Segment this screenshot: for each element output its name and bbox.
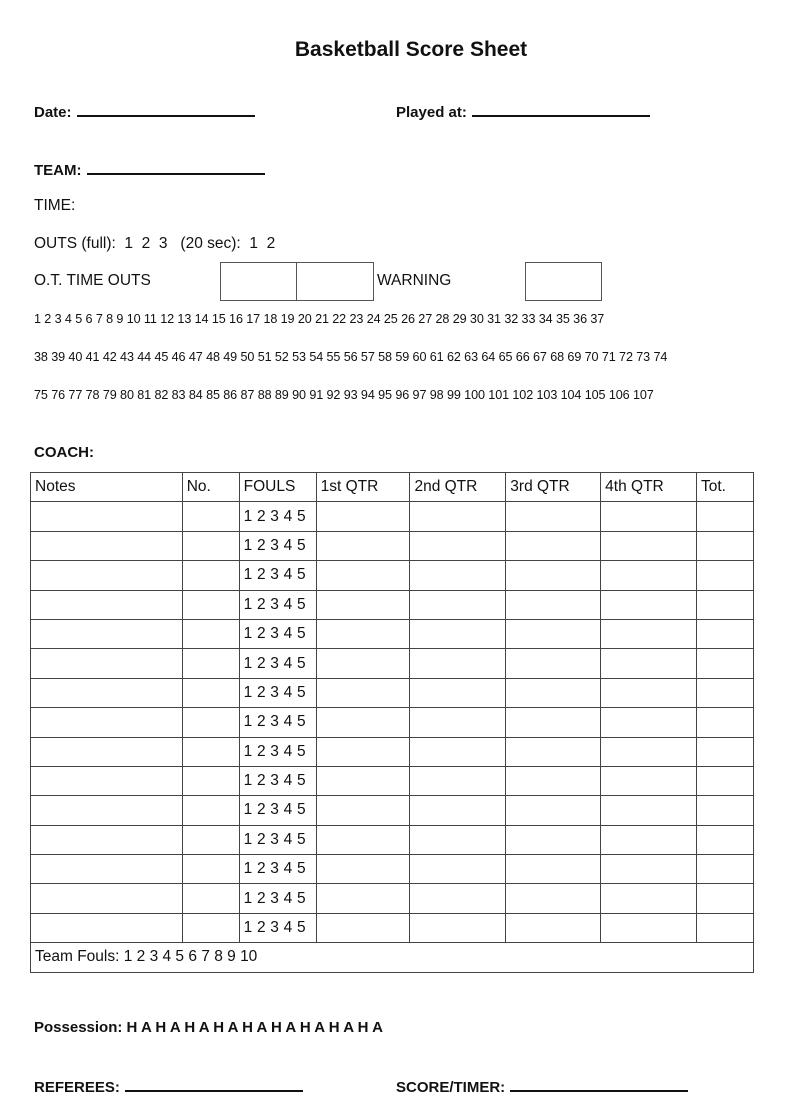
qtr3-cell[interactable]: [506, 561, 601, 590]
qtr2-cell[interactable]: [410, 678, 506, 707]
header-number: No.: [182, 473, 239, 502]
notes-cell[interactable]: [31, 649, 183, 678]
qtr2-cell[interactable]: [410, 531, 506, 560]
qtr4-cell[interactable]: [601, 590, 697, 619]
qtr4-cell[interactable]: [601, 766, 697, 795]
qtr1-cell[interactable]: [316, 796, 410, 825]
qtr4-cell[interactable]: [601, 884, 697, 913]
qtr2-cell[interactable]: [410, 619, 506, 648]
qtr1-cell[interactable]: [316, 855, 410, 884]
score-timer-label: SCORE/TIMER:: [396, 1079, 506, 1096]
total-cell[interactable]: [697, 708, 754, 737]
total-cell[interactable]: [697, 825, 754, 854]
qtr3-cell[interactable]: [506, 708, 601, 737]
header-3rd-qtr: 3rd QTR: [506, 473, 601, 502]
qtr1-cell[interactable]: [316, 884, 410, 913]
points-row-3: 75 76 77 78 79 80 81 82 83 84 85 86 87 88 89 90 91 92 93 94 95 96 97 98 99 100 101 102 103 104 105 106 107: [34, 388, 654, 402]
header-4th-qtr: 4th QTR: [601, 473, 697, 502]
table-row: [31, 590, 754, 619]
qtr3-cell[interactable]: [506, 825, 601, 854]
date-field[interactable]: [34, 101, 255, 121]
fouls-cell[interactable]: 1 2 3 4 5: [239, 502, 316, 531]
total-cell[interactable]: [697, 678, 754, 707]
referees-field[interactable]: [34, 1076, 303, 1096]
notes-cell[interactable]: [31, 590, 183, 619]
total-cell[interactable]: [697, 913, 754, 942]
notes-cell[interactable]: [31, 855, 183, 884]
qtr1-cell[interactable]: [316, 825, 410, 854]
qtr1-cell[interactable]: [316, 708, 410, 737]
timeouts-line: OUTS (full): 1 2 3 (20 sec): 1 2: [34, 235, 276, 252]
ot-timeout-box-2[interactable]: [296, 262, 374, 301]
team-fouls-row: [31, 943, 754, 972]
played-at-label: Played at:: [396, 104, 467, 121]
qtr2-cell[interactable]: [410, 825, 506, 854]
notes-cell[interactable]: [31, 796, 183, 825]
notes-cell[interactable]: [31, 531, 183, 560]
number-cell[interactable]: [182, 561, 239, 590]
qtr1-cell[interactable]: [316, 531, 410, 560]
qtr2-cell[interactable]: [410, 590, 506, 619]
qtr4-cell[interactable]: [601, 531, 697, 560]
page-title: Basketball Score Sheet: [294, 38, 528, 61]
table-row: [31, 766, 754, 795]
qtr3-cell[interactable]: [506, 913, 601, 942]
total-cell[interactable]: [697, 766, 754, 795]
header-2nd-qtr: 2nd QTR: [410, 473, 506, 502]
number-cell[interactable]: [182, 884, 239, 913]
number-cell[interactable]: [182, 708, 239, 737]
qtr4-cell[interactable]: [601, 502, 697, 531]
number-cell[interactable]: [182, 737, 239, 766]
qtr2-cell[interactable]: [410, 502, 506, 531]
qtr1-cell[interactable]: [316, 737, 410, 766]
notes-cell[interactable]: [31, 678, 183, 707]
points-row-1: 1 2 3 4 5 6 7 8 9 10 11 12 13 14 15 16 17 18 19 20 21 22 23 24 25 26 27 28 29 30 31 32 33 34 35 36 37: [34, 312, 605, 326]
fouls-cell[interactable]: 1 2 3 4 5: [239, 796, 316, 825]
qtr1-cell[interactable]: [316, 766, 410, 795]
notes-cell[interactable]: [31, 708, 183, 737]
qtr1-cell[interactable]: [316, 619, 410, 648]
number-cell[interactable]: [182, 590, 239, 619]
fouls-cell[interactable]: 1 2 3 4 5: [239, 825, 316, 854]
table-row: [31, 708, 754, 737]
warning-label: WARNING: [377, 272, 452, 289]
qtr4-cell[interactable]: [601, 913, 697, 942]
notes-cell[interactable]: [31, 766, 183, 795]
notes-cell[interactable]: [31, 825, 183, 854]
total-cell[interactable]: [697, 884, 754, 913]
played-at-blank-line[interactable]: [472, 101, 650, 117]
qtr2-cell[interactable]: [410, 796, 506, 825]
warning-box[interactable]: [525, 262, 602, 301]
header-fouls: FOULS: [239, 473, 316, 502]
total-cell[interactable]: [697, 855, 754, 884]
coach-label: COACH:: [34, 444, 94, 461]
qtr4-cell[interactable]: [601, 737, 697, 766]
team-blank-line[interactable]: [87, 159, 265, 175]
qtr2-cell[interactable]: [410, 766, 506, 795]
number-cell[interactable]: [182, 913, 239, 942]
qtr2-cell[interactable]: [410, 913, 506, 942]
total-cell[interactable]: [697, 531, 754, 560]
fouls-cell[interactable]: 1 2 3 4 5: [239, 855, 316, 884]
table-row: [31, 884, 754, 913]
qtr4-cell[interactable]: [601, 825, 697, 854]
header-1st-qtr: 1st QTR: [316, 473, 410, 502]
qtr1-cell[interactable]: [316, 678, 410, 707]
table-row: [31, 619, 754, 648]
total-cell[interactable]: [697, 561, 754, 590]
qtr4-cell[interactable]: [601, 649, 697, 678]
qtr3-cell[interactable]: [506, 796, 601, 825]
total-cell[interactable]: [697, 502, 754, 531]
qtr3-cell[interactable]: [506, 737, 601, 766]
qtr3-cell[interactable]: [506, 855, 601, 884]
fouls-cell[interactable]: 1 2 3 4 5: [239, 649, 316, 678]
possession-label: Possession:: [34, 1019, 123, 1036]
notes-cell[interactable]: [31, 913, 183, 942]
table-row: [31, 913, 754, 942]
qtr4-cell[interactable]: [601, 708, 697, 737]
qtr1-cell[interactable]: [316, 561, 410, 590]
table-header-row: [31, 473, 754, 502]
notes-cell[interactable]: [31, 884, 183, 913]
qtr2-cell[interactable]: [410, 737, 506, 766]
referees-blank-line[interactable]: [125, 1076, 303, 1092]
table-row: [31, 796, 754, 825]
qtr2-cell[interactable]: [410, 649, 506, 678]
fouls-cell[interactable]: 1 2 3 4 5: [239, 678, 316, 707]
qtr3-cell[interactable]: [506, 884, 601, 913]
number-cell[interactable]: [182, 531, 239, 560]
number-cell[interactable]: [182, 766, 239, 795]
qtr4-cell[interactable]: [601, 796, 697, 825]
date-blank-line[interactable]: [77, 101, 255, 117]
number-cell[interactable]: [182, 825, 239, 854]
referees-label: REFEREES:: [34, 1079, 120, 1096]
table-row: [31, 502, 754, 531]
qtr3-cell[interactable]: [506, 766, 601, 795]
qtr1-cell[interactable]: [316, 649, 410, 678]
fouls-cell[interactable]: 1 2 3 4 5: [239, 913, 316, 942]
qtr4-cell[interactable]: [601, 619, 697, 648]
notes-cell[interactable]: [31, 561, 183, 590]
table-row: [31, 561, 754, 590]
fouls-cell[interactable]: 1 2 3 4 5: [239, 708, 316, 737]
fouls-cell[interactable]: 1 2 3 4 5: [239, 531, 316, 560]
qtr3-cell[interactable]: [506, 649, 601, 678]
time-label: TIME:: [34, 197, 76, 214]
table-row: [31, 531, 754, 560]
table-row: [31, 825, 754, 854]
team-label: TEAM:: [34, 162, 82, 179]
number-cell[interactable]: [182, 855, 239, 884]
qtr4-cell[interactable]: [601, 678, 697, 707]
ot-timeouts-label: O.T. TIME OUTS: [34, 272, 151, 289]
qtr1-cell[interactable]: [316, 502, 410, 531]
total-cell[interactable]: [697, 619, 754, 648]
qtr2-cell[interactable]: [410, 708, 506, 737]
qtr2-cell[interactable]: [410, 561, 506, 590]
qtr3-cell[interactable]: [506, 590, 601, 619]
qtr4-cell[interactable]: [601, 561, 697, 590]
qtr3-cell[interactable]: [506, 531, 601, 560]
total-cell[interactable]: [697, 590, 754, 619]
number-cell[interactable]: [182, 619, 239, 648]
team-field[interactable]: [34, 159, 265, 179]
fouls-cell[interactable]: 1 2 3 4 5: [239, 561, 316, 590]
total-cell[interactable]: [697, 737, 754, 766]
number-cell[interactable]: [182, 649, 239, 678]
score-timer-blank-line[interactable]: [510, 1076, 688, 1092]
fouls-cell[interactable]: 1 2 3 4 5: [239, 590, 316, 619]
table-row: [31, 649, 754, 678]
number-cell[interactable]: [182, 796, 239, 825]
qtr3-cell[interactable]: [506, 619, 601, 648]
table-row: [31, 678, 754, 707]
date-label: Date:: [34, 104, 72, 121]
qtr3-cell[interactable]: [506, 502, 601, 531]
qtr3-cell[interactable]: [506, 678, 601, 707]
team-fouls-cell[interactable]: Team Fouls: 1 2 3 4 5 6 7 8 9 10: [31, 943, 754, 972]
played-at-field[interactable]: [396, 101, 650, 121]
score-timer-field[interactable]: [396, 1076, 688, 1096]
qtr1-cell[interactable]: [316, 913, 410, 942]
table-row: [31, 855, 754, 884]
fouls-cell[interactable]: 1 2 3 4 5: [239, 619, 316, 648]
header-total: Tot.: [697, 473, 754, 502]
notes-cell[interactable]: [31, 619, 183, 648]
notes-cell[interactable]: [31, 737, 183, 766]
table-row: [31, 737, 754, 766]
fouls-cell[interactable]: 1 2 3 4 5: [239, 884, 316, 913]
qtr2-cell[interactable]: [410, 884, 506, 913]
points-row-2: 38 39 40 41 42 43 44 45 46 47 48 49 50 51 52 53 54 55 56 57 58 59 60 61 62 63 64 65 66 67 68 69 70 71 72 73 74: [34, 350, 668, 364]
number-cell[interactable]: [182, 678, 239, 707]
qtr4-cell[interactable]: [601, 855, 697, 884]
possession-line: [34, 1019, 383, 1036]
possession-marks[interactable]: H A H A H A H A H A H A H A H A H A: [126, 1019, 383, 1036]
qtr1-cell[interactable]: [316, 590, 410, 619]
header-notes: Notes: [31, 473, 183, 502]
ot-timeout-box-1[interactable]: [220, 262, 297, 301]
number-cell[interactable]: [182, 502, 239, 531]
notes-cell[interactable]: [31, 502, 183, 531]
qtr2-cell[interactable]: [410, 855, 506, 884]
fouls-cell[interactable]: 1 2 3 4 5: [239, 766, 316, 795]
total-cell[interactable]: [697, 796, 754, 825]
fouls-cell[interactable]: 1 2 3 4 5: [239, 737, 316, 766]
total-cell[interactable]: [697, 649, 754, 678]
score-table: [30, 472, 754, 973]
